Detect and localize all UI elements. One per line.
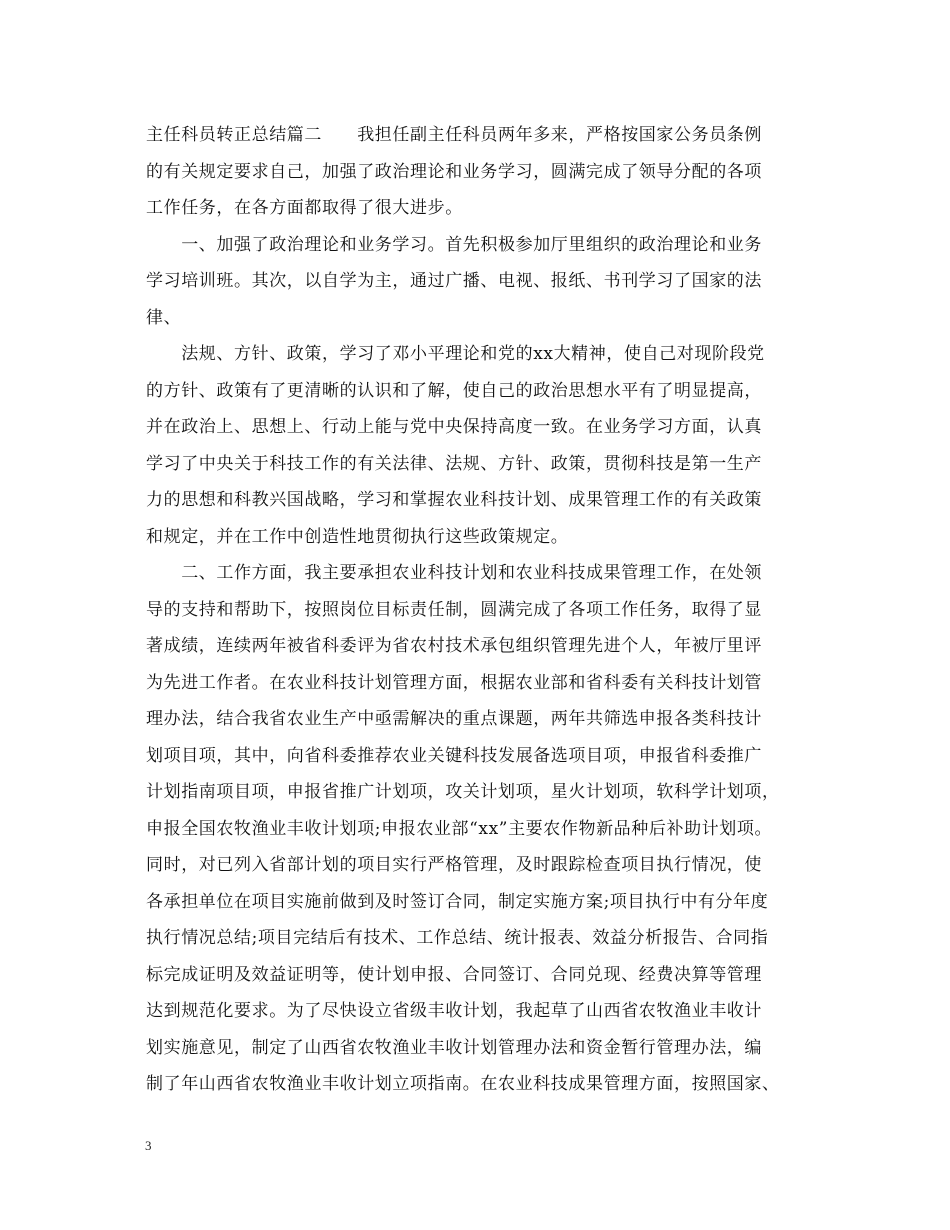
text-line: 并在政治上、思想上、行动上能与党中央保持高度一致。在业务学习方面，认真 — [146, 417, 762, 437]
text-line: 划实施意见，制定了山西省农牧渔业丰收计划管理办法和资金暂行管理办法，编 — [146, 1037, 762, 1058]
text-line: 学习了中央关于科技工作的有关法律、法规、方针、政策，贯彻科技是第一生产 — [146, 453, 762, 474]
text-line: 各承担单位在项目实施前做到及时签订合同，制定实施方案;项目执行中有分年度 — [146, 891, 769, 912]
text-line: 计划指南项目项，申报省推广计划项，攻关计划项，星火计划项，软科学计划项， — [146, 782, 780, 802]
text-line: 主任科员转正总结篇二 我担任副主任科员两年多来，严格按国家公务员条例 — [146, 125, 762, 145]
text-line: 和规定，并在工作中创造性地贯彻执行这些政策规定。 — [146, 526, 569, 547]
text-line: 导的支持和帮助下，按照岗位目标责任制，圆满完成了各项工作任务，取得了显 — [146, 599, 762, 620]
text-line: 工作任务，在各方面都取得了很大进步。 — [146, 198, 463, 218]
text-line: 制了年山西省农牧渔业丰收计划立项指南。在农业科技成果管理方面，按照国家、 — [146, 1074, 780, 1094]
text-line: 达到规范化要求。为了尽快设立省级丰收计划，我起草了山西省农牧渔业丰收计 — [146, 1001, 762, 1021]
text-line: 申报全国农牧渔业丰收计划项;申报农业部“xx”主要农作物新品种后补助计划项。 — [146, 818, 773, 839]
text-line: 的方针、政策有了更清晰的认识和了解，使自己的政治思想水平有了明显提高， — [146, 380, 762, 401]
text-line: 标完成证明及效益证明等，使计划申报、合同签订、合同兑现、经费决算等管理 — [146, 964, 762, 985]
text-line: 法规、方针、政策，学习了邓小平理论和党的xx大精神，使自己对现阶段党 — [146, 344, 765, 364]
text-line: 一、加强了政治理论和业务学习。首先积极参加厅里组织的政治理论和业务 — [146, 234, 762, 255]
text-line: 力的思想和科教兴国战略，学习和掌握农业科技计划、成果管理工作的有关政策 — [146, 490, 762, 510]
text-line: 为先进工作者。在农业科技计划管理方面，根据农业部和省科委有关科技计划管 — [146, 672, 762, 693]
text-line: 理办法，结合我省农业生产中亟需解决的重点课题，两年共筛选申报各类科技计 — [146, 709, 762, 729]
text-line: 执行情况总结;项目完结后有技术、工作总结、统计报表、效益分析报告、合同指 — [146, 928, 769, 948]
text-line: 的有关规定要求自己，加强了政治理论和业务学习，圆满完成了领导分配的各项 — [146, 161, 762, 182]
text-line: 律、 — [146, 307, 182, 328]
text-line: 二、工作方面，我主要承担农业科技计划和农业科技成果管理工作，在处领 — [146, 563, 762, 583]
page-number: 3 — [145, 1138, 152, 1153]
text-line: 划项目项，其中，向省科委推荐农业关键科技发展备选项目项，申报省科委推广 — [146, 745, 762, 766]
body-text — [146, 117, 822, 1103]
text-line: 著成绩，连续两年被省科委评为省农村技术承包组织管理先进个人，年被厅里评 — [146, 636, 762, 656]
text-line: 学习培训班。其次，以自学为主，通过广播、电视、报纸、书刊学习了国家的法 — [146, 271, 762, 291]
text-line: 同时，对已列入省部计划的项目实行严格管理，及时跟踪检查项目执行情况，使 — [146, 855, 762, 875]
